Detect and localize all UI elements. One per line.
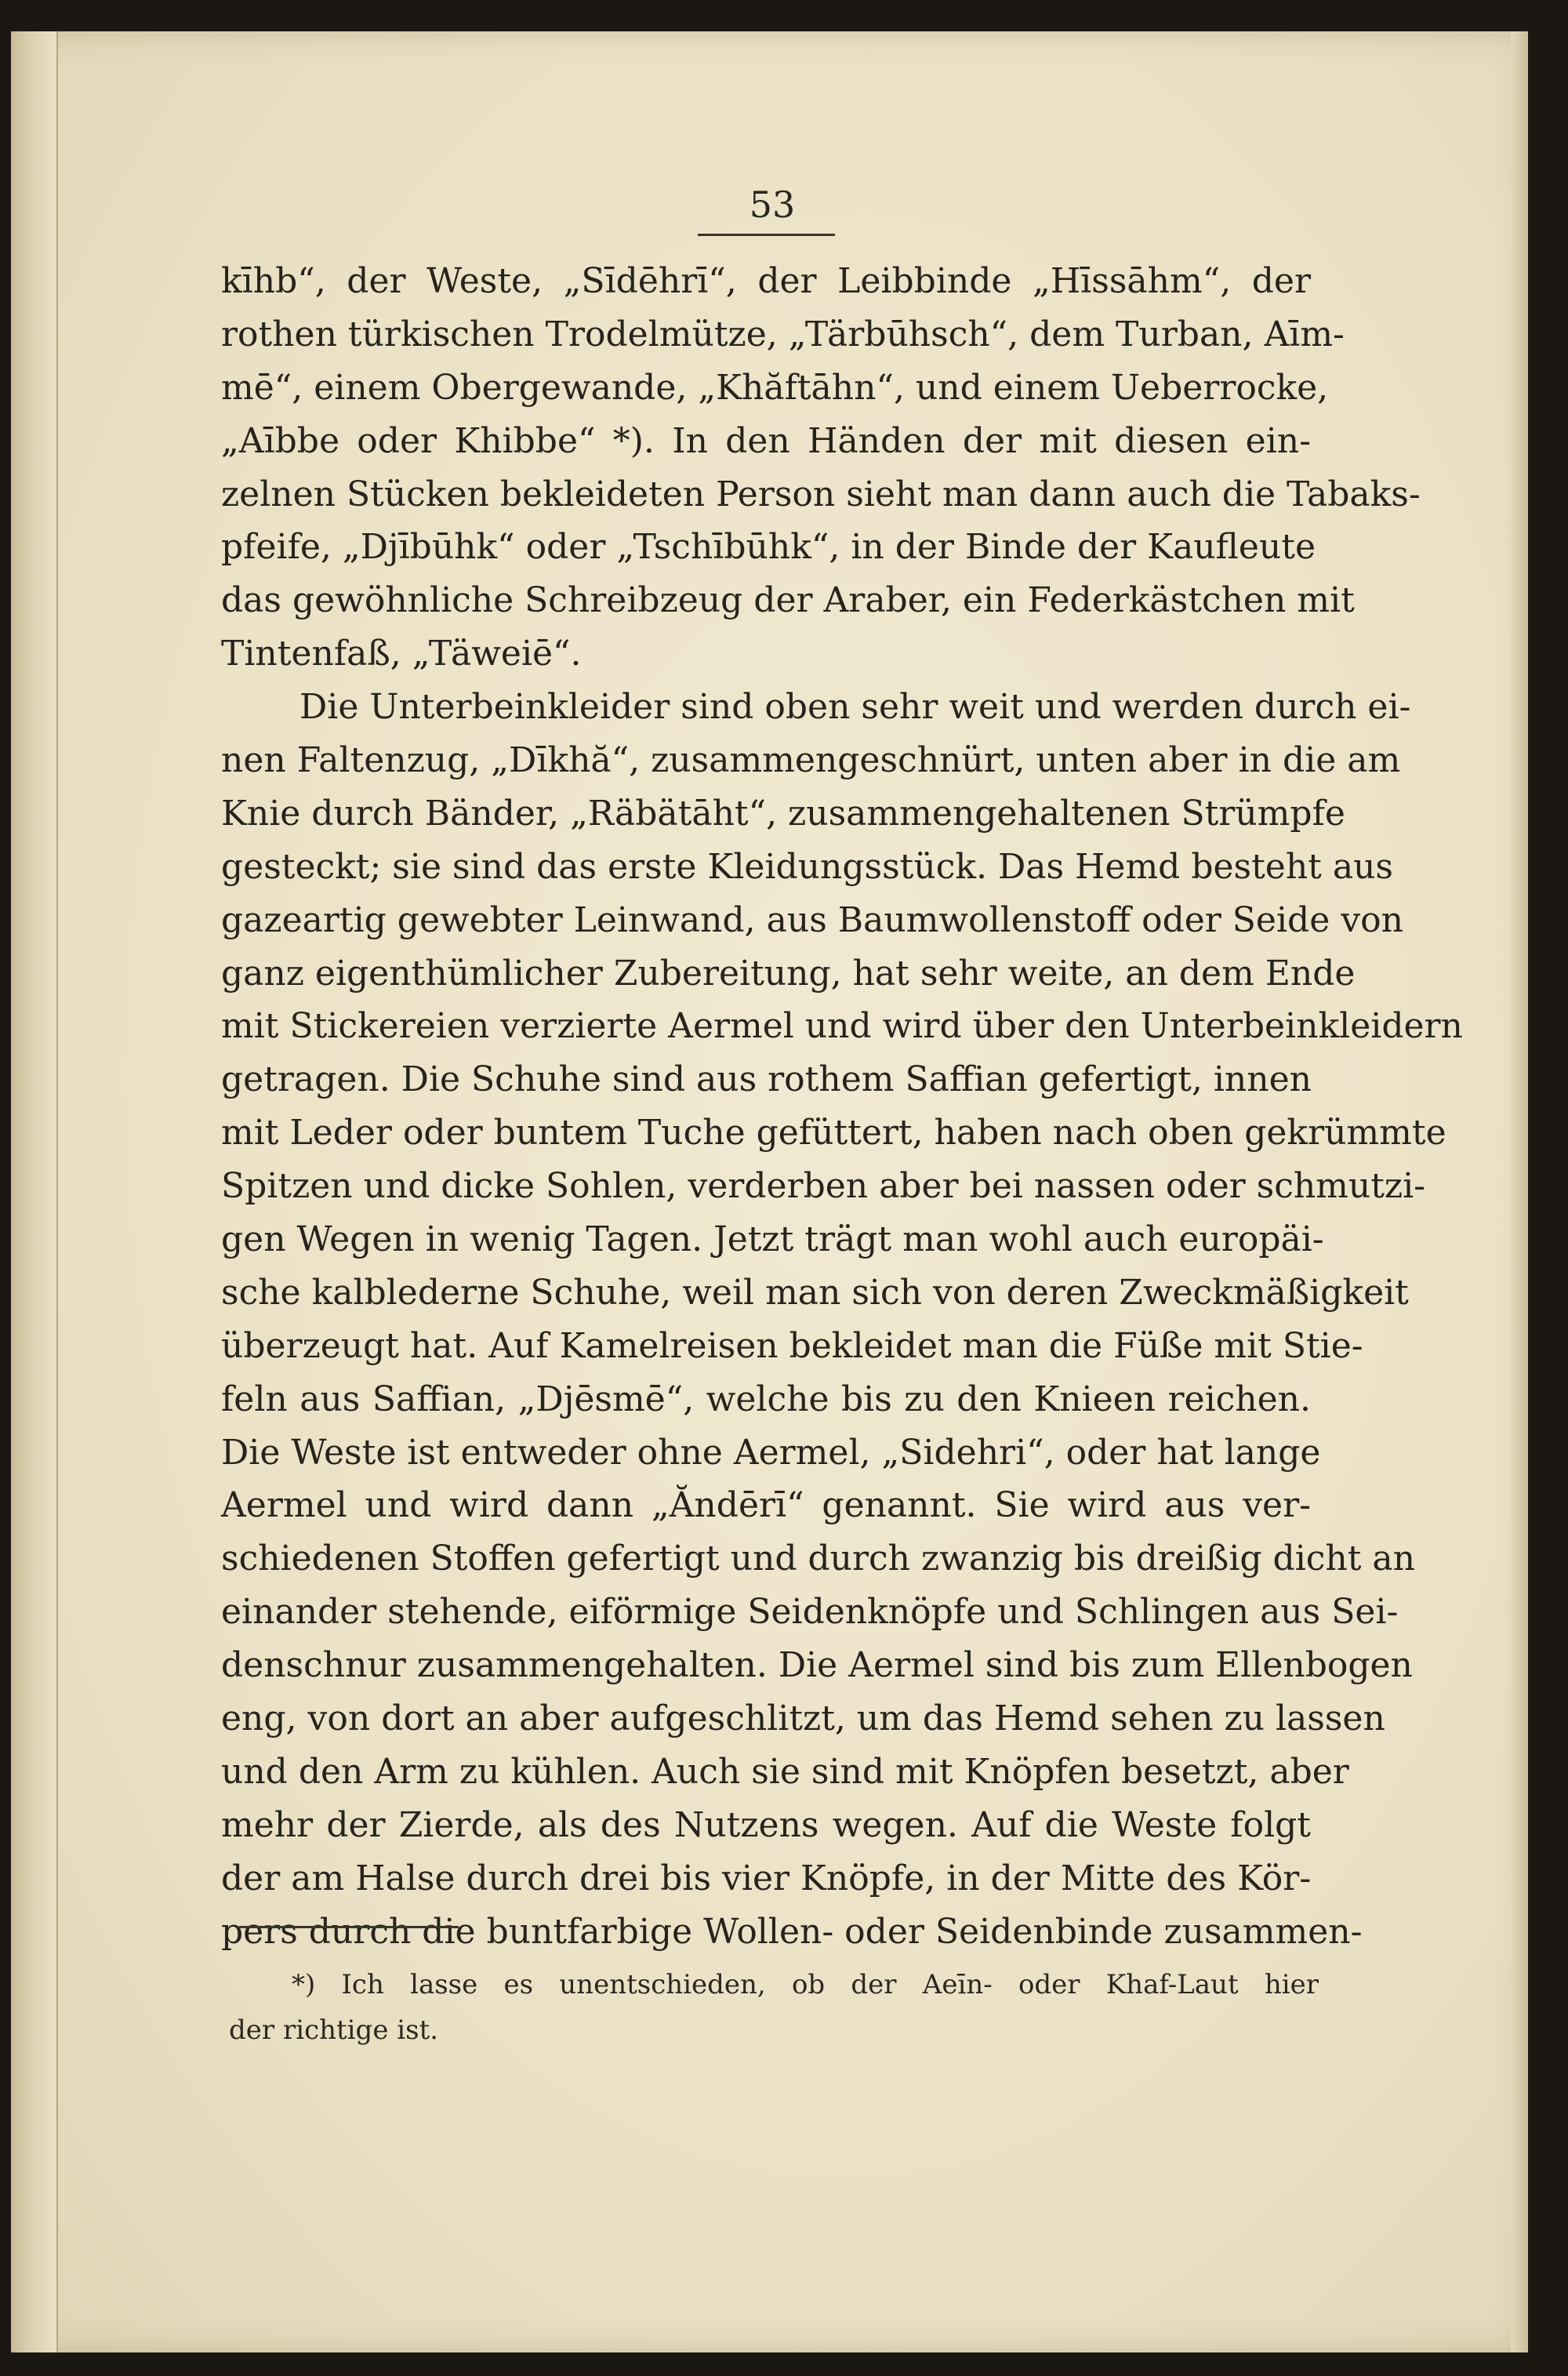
text-line: das gewöhnliche Schreibzeug der Araber, ein Federkästchen mit (221, 580, 1355, 621)
text-line: einander stehende, eiförmige Seidenknöpfe und Schlingen aus Sei- (221, 1592, 1399, 1633)
footnote-rule (239, 1926, 459, 1928)
text-line: gazeartig gewebter Leinwand, aus Baumwollenstoff oder Seide von (221, 899, 1403, 940)
header-rule (698, 234, 835, 236)
footnote-line: *) Ich lasse es unentschieden, ob der Aeīn- oder Khaf-Laut hier (292, 1969, 1319, 2000)
text-line: gesteckt; sie sind das erste Kleidungsstück. Das Hemd besteht aus (221, 846, 1393, 887)
text-line: pfeife, „Djībūhk“ oder „Tschībūhk“, in der Binde der Kaufleute (221, 527, 1316, 568)
text-line: denschnur zusammengehalten. Die Aermel sind bis zum Ellenbogen (221, 1645, 1413, 1686)
text-line: mehr der Zierde, als des Nutzens wegen. Auf die Weste folgt (221, 1804, 1311, 1845)
text-line: Die Unterbeinkleider sind oben sehr weit und werden durch ei- (299, 687, 1411, 728)
text-line: mit Leder oder buntem Tuche gefüttert, haben nach oben gekrümmte (221, 1113, 1446, 1153)
text-line: pers durch die buntfarbige Wollen- oder Seidenbinde zusammen- (221, 1911, 1363, 1952)
text-line: mit Stickereien verzierte Aermel und wird über den Unterbeinkleidern (221, 1006, 1463, 1047)
text-line: Die Weste ist entweder ohne Aermel, „Sidehri“, oder hat lange (221, 1432, 1321, 1473)
text-line: „Aībbe oder Khibbe“ *). In den Händen der mit diesen ein- (221, 420, 1311, 461)
text-line: gen Wegen in wenig Tagen. Jetzt trägt man wohl auch europäi- (221, 1219, 1324, 1260)
text-line: Spitzen und dicke Sohlen, verderben aber bei nassen oder schmutzi- (221, 1166, 1426, 1207)
footnote-line: der richtige ist. (229, 2015, 439, 2046)
text-line: rothen türkischen Trodelmütze, „Tärbūhsch“, dem Turban, Aīm- (221, 314, 1345, 354)
body-text (221, 255, 1463, 1959)
binding-gutter (11, 31, 58, 2352)
text-line: der am Halse durch drei bis vier Knöpfe, in der Mitte des Kör- (221, 1858, 1312, 1898)
text-line: Tintenfaß, „Täweiē“. (221, 634, 582, 674)
page-number: 53 (749, 183, 796, 226)
text-line: mē“, einem Obergewande, „Khăftāhn“, und einem Ueberrocke, (221, 367, 1329, 408)
text-line: überzeugt hat. Auf Kamelreisen bekleidet man die Füße mit Stie- (221, 1325, 1363, 1366)
text-line: schiedenen Stoffen gefertigt und durch zwanzig bis dreißig dicht an (221, 1539, 1416, 1579)
footnote (229, 1962, 1319, 2053)
text-line: nen Faltenzug, „Dīkhă“, zusammengeschnürt, unten aber in die am (221, 740, 1401, 781)
text-line: eng, von dort an aber aufgeschlitzt, um das Hemd sehen zu lassen (221, 1698, 1385, 1739)
text-line: und den Arm zu kühlen. Auch sie sind mit Knöpfen besetzt, aber (221, 1751, 1349, 1792)
text-line: sche kalblederne Schuhe, weil man sich von deren Zweckmäßigkeit (221, 1272, 1409, 1313)
text-line: feln aus Saffian, „Djēsmē“, welche bis zu den Knieen reichen. (221, 1379, 1311, 1419)
text-line: zelnen Stücken bekleideten Person sieht man dann auch die Tabaks- (221, 474, 1421, 514)
page-edge (1511, 31, 1528, 2352)
text-line: ganz eigenthümlicher Zubereitung, hat sehr weite, an dem Ende (221, 953, 1356, 994)
text-line: Knie durch Bänder, „Räbätāht“, zusammengehaltenen Strümpfe (221, 793, 1345, 834)
text-line: Aermel und wird dann „Ăndērī“ genannt. Sie wird aus ver- (221, 1485, 1311, 1526)
text-line: getragen. Die Schuhe sind aus rothem Saffian gefertigt, innen (221, 1059, 1312, 1100)
text-line: kīhb“, der Weste, „Sīdēhrī“, der Leibbinde „Hīssāhm“, der (221, 261, 1311, 301)
